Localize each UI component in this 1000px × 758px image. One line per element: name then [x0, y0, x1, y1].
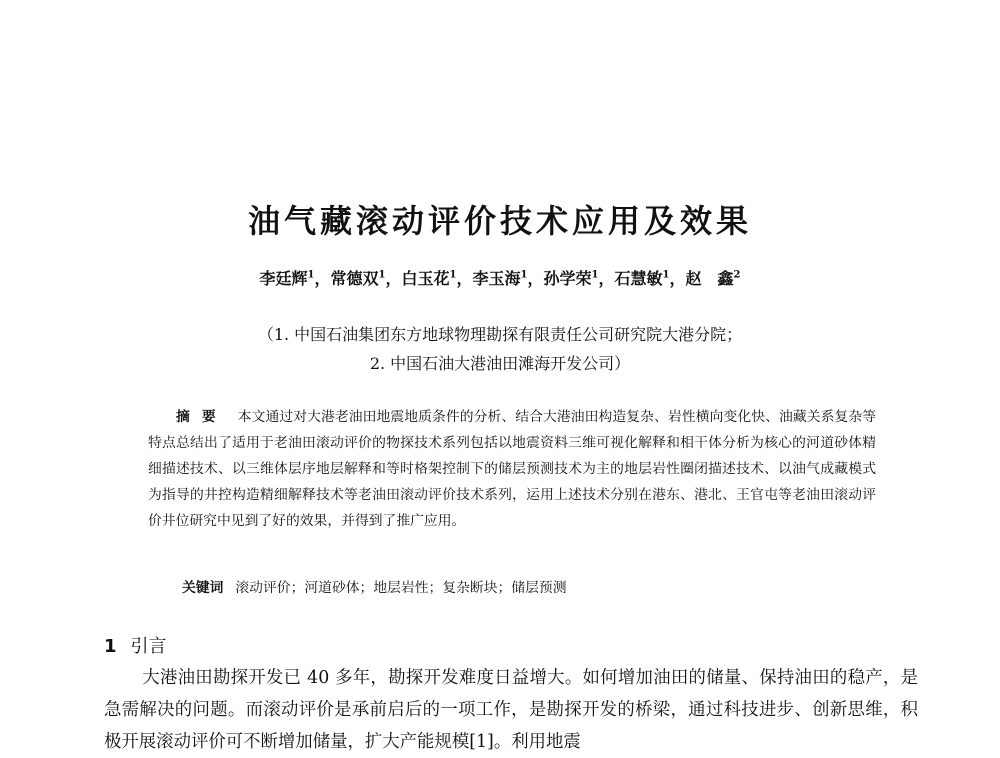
author-name: 白玉花: [401, 269, 450, 288]
author-name: 李廷辉: [259, 269, 308, 288]
author-name: 赵 鑫: [685, 269, 734, 288]
author-list: [0, 266, 1000, 289]
author-affiliation-marker: 1: [520, 269, 528, 281]
author-affiliation-marker: 1: [449, 269, 457, 281]
author-separator: ，: [456, 269, 473, 288]
author-name: 常德双: [330, 269, 379, 288]
author-separator: ，: [669, 269, 686, 288]
affiliation-2: 2. 中国石油大港油田滩海开发公司）: [369, 354, 631, 373]
author-separator: ，: [527, 269, 544, 288]
author-separator: ，: [598, 269, 615, 288]
author-affiliation-marker: 1: [378, 269, 386, 281]
keywords: [182, 576, 567, 596]
author-separator: ，: [385, 269, 402, 288]
body-paragraph-text: 大港油田勘探开发已 40 多年，勘探开发难度日益增大。如何增加油田的储量、保持油田的稳产，是急需解决的问题。而滚动评价是承前启后的一项工作，是勘探开发的桥梁，通过科技进步、创新思维，积极开展滚动评价可不断增加储量，扩大产能规模[1]。利用地震: [104, 668, 918, 752]
author-affiliation-marker: 1: [662, 269, 670, 281]
paper-title: 油气藏滚动评价技术应用及效果: [247, 202, 752, 240]
keywords-text: 滚动评价；河道砂体；地层岩性；复杂断块；储层预测: [235, 580, 567, 596]
section-title: 引言: [130, 636, 167, 657]
affiliation-1: （1. 中国石油集团东方地球物理勘探有限责任公司研究院大港分院；: [257, 325, 743, 344]
author-affiliation-marker: 1: [307, 269, 315, 281]
author-name: 石慧敏: [614, 269, 663, 288]
abstract-label: 摘要: [176, 409, 228, 425]
author-name: 李玉海: [472, 269, 521, 288]
section-heading: [104, 632, 167, 658]
author-affiliation-marker: 2: [733, 269, 741, 281]
section-number: 1: [104, 636, 117, 657]
author-affiliation-marker: 1: [591, 269, 599, 281]
author-separator: ，: [314, 269, 331, 288]
abstract-text: 本文通过对大港老油田地震地质条件的分析、结合大港油田构造复杂、岩性横向变化快、油藏关系复杂等特点总结出了适用于老油田滚动评价的物探技术系列包括以地震资料三维可视化解释和相干体分析为核心的河道砂体精细描述技术、以三维体层序地层解释和等时格架控制下的储层预测技术为主的地层岩性圈闭描述技术、以油气成藏模式为指导的井控构造精细解释技术等老油田滚动评价技术系列，运用上述技术分别在港东、港北、王官屯等老油田滚动评价井位研究中见到了好的效果，并得到了推广应用。: [148, 409, 877, 529]
abstract: [148, 404, 876, 534]
body-paragraph: [104, 662, 918, 758]
keywords-label: 关键词: [182, 580, 224, 596]
author-name: 孙学荣: [543, 269, 592, 288]
